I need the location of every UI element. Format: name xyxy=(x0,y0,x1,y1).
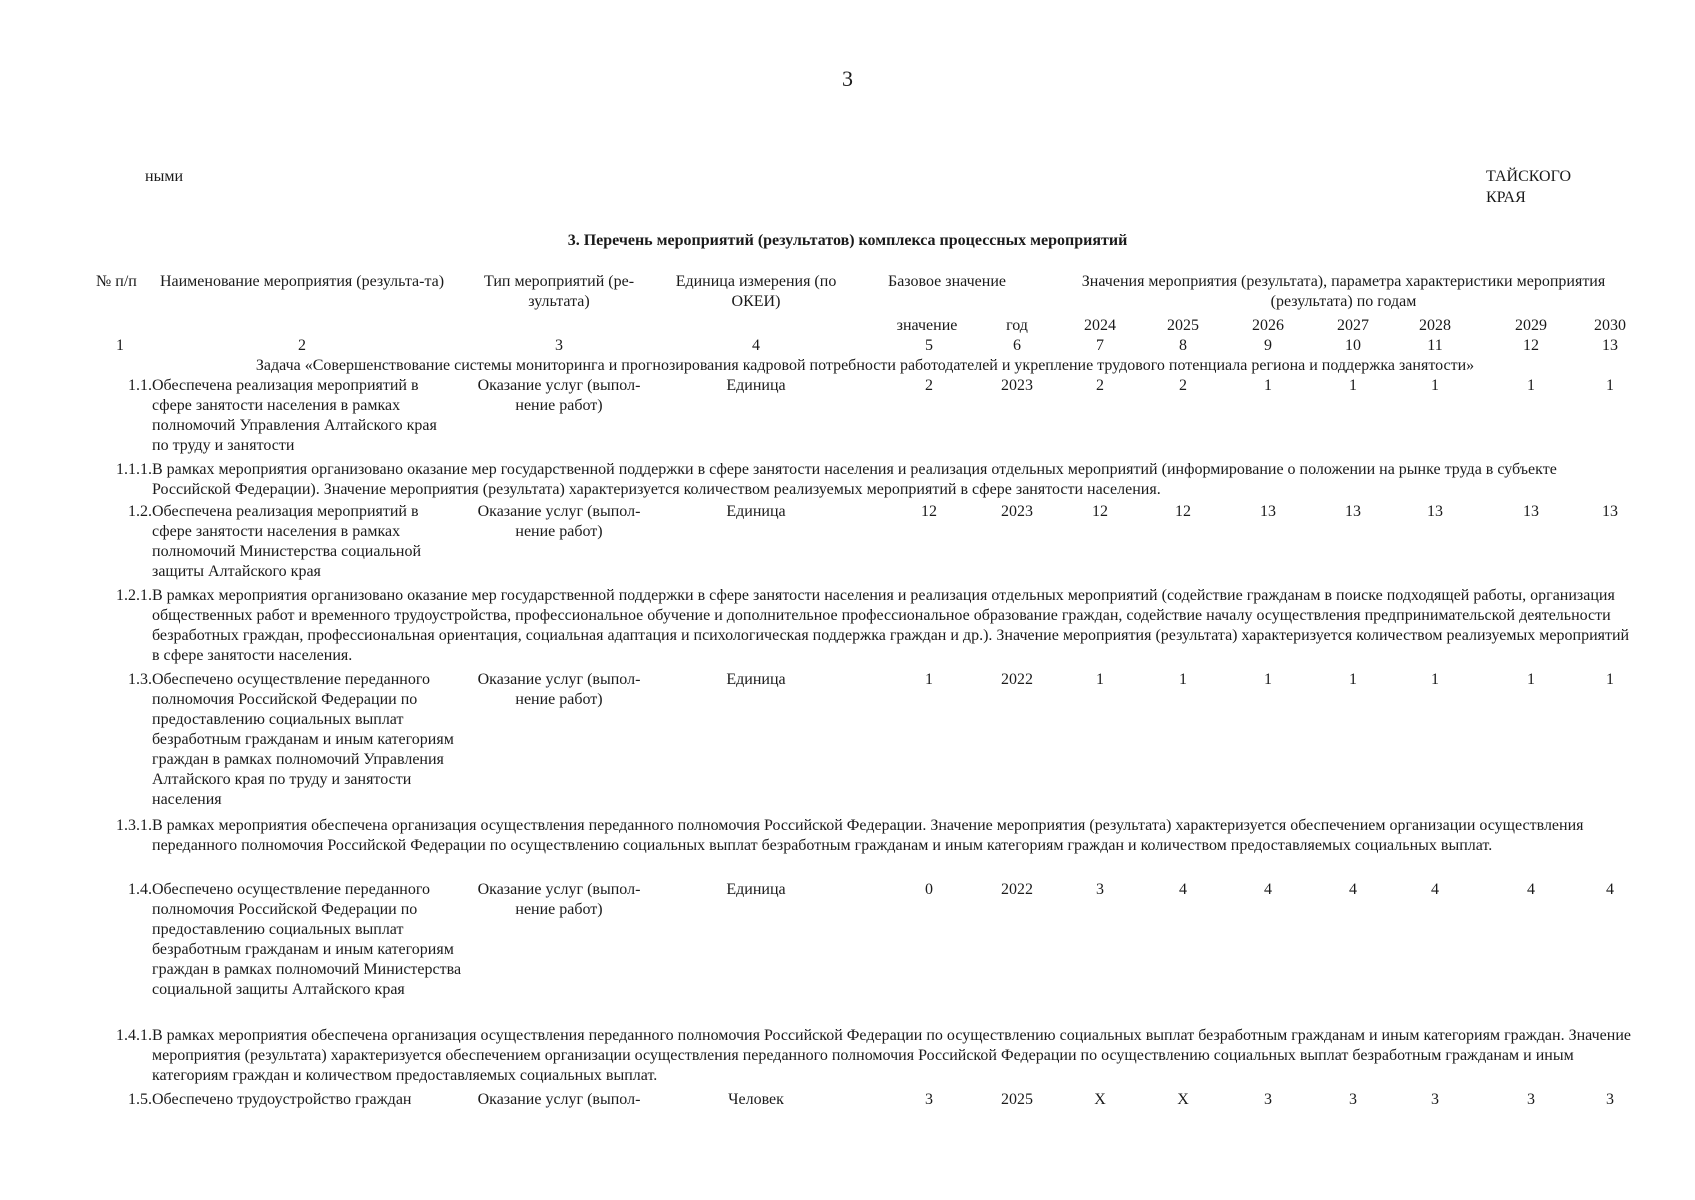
row-1-1-name: Обеспечена реализация мероприятий в сфере занятости населения в рамках полномочий Управления Алтайского края по труду и занятости xyxy=(152,377,437,454)
row-1-4-base-value: 0 xyxy=(925,881,933,898)
row-1-3-num: 1.3. xyxy=(128,671,152,688)
row-1-4-name: Обеспечено осуществление переданного полномочия Российской Федерации по предоставлению социальных выплат безработным гражданам и иным категориям граждан в рамках полномочий Министерства социальной защиты Алтайского края xyxy=(152,881,462,998)
row-1-1-v2029: 1 xyxy=(1527,377,1535,394)
row-1-4-base-year: 2022 xyxy=(1001,881,1033,898)
row-1-1-base-year: 2023 xyxy=(1001,377,1033,394)
row-1-1-v2024: 2 xyxy=(1096,377,1104,394)
task-heading: Задача «Совершенствование системы мониторинга и прогнозирования кадровой потребности работодателей и укрепление трудового потенциала региона и поддержка занятости» xyxy=(255,357,1475,374)
carryover-text-left: ными xyxy=(145,168,183,185)
carryover-text-right xyxy=(1486,166,1571,208)
colnum-2: 2 xyxy=(298,337,306,354)
colnum-4: 4 xyxy=(752,337,760,354)
row-1-4-num: 1.4. xyxy=(128,881,152,898)
colnum-13: 13 xyxy=(1602,337,1618,354)
row-1-4-v2024: 3 xyxy=(1096,881,1104,898)
desc-1-1-1-text: В рамках мероприятия организовано оказание мер государственной поддержки в сфере занятости населения и реализация отдельных мероприятий (информирование о положении на рынке труда в субъекте Российской Федерации). Значение мероприятия (результата) характеризуется количеством реализуемых мероприятий в сфере занятости населения. xyxy=(152,461,1557,498)
desc-1-2-1-num: 1.2.1. xyxy=(116,587,152,604)
row-1-4-v2028: 4 xyxy=(1431,881,1439,898)
colnum-6: 6 xyxy=(1013,337,1021,354)
header-year-2024: 2024 xyxy=(1084,317,1116,334)
row-1-5-unit: Человек xyxy=(728,1091,784,1108)
header-year-2025: 2025 xyxy=(1167,317,1199,334)
page-number: 3 xyxy=(842,66,853,91)
header-year-2028: 2028 xyxy=(1419,317,1451,334)
header-name: Наименование мероприятия (результа-та) xyxy=(159,273,445,290)
row-1-5-v2029: 3 xyxy=(1527,1091,1535,1108)
row-1-1-v2026: 1 xyxy=(1264,377,1272,394)
row-1-2-unit: Единица xyxy=(726,503,786,520)
header-type: Тип мероприятий (ре-зультата) xyxy=(483,273,635,310)
header-year-2026: 2026 xyxy=(1252,317,1284,334)
colnum-1: 1 xyxy=(116,337,124,354)
row-1-4-v2030: 4 xyxy=(1606,881,1614,898)
row-1-2-v2025: 12 xyxy=(1175,503,1191,520)
desc-1-2-1-text: В рамках мероприятия организовано оказание мер государственной поддержки в сфере занятости населения и реализация отдельных мероприятий (содействие гражданам в поиске подходящей работы, организация общественных работ и временного трудоустройства, профессиональное обучение и дополнительное профессиональное образование граждан, содействие началу осуществления предпринимательской деятельности безработных граждан, профессиональная ориентация, социальная адаптация и психологическая поддержка граждан и др.). Значение мероприятия (результата) характеризуется количеством реализуемых мероприятий в сфере занятости населения. xyxy=(152,587,1630,664)
row-1-3-v2026: 1 xyxy=(1264,671,1272,688)
row-1-3-v2025: 1 xyxy=(1179,671,1187,688)
row-1-5-base-year: 2025 xyxy=(1001,1091,1033,1108)
header-base-value: значение xyxy=(896,317,958,334)
row-1-5-base-value: 3 xyxy=(925,1091,933,1108)
colnum-11: 11 xyxy=(1427,337,1443,354)
row-1-1-unit: Единица xyxy=(726,377,786,394)
row-1-5-v2024: Х xyxy=(1094,1091,1106,1108)
row-1-1-v2030: 1 xyxy=(1606,377,1614,394)
row-1-5-name: Обеспечено трудоустройство граждан xyxy=(152,1091,412,1108)
colnum-10: 10 xyxy=(1345,337,1361,354)
colnum-8: 8 xyxy=(1179,337,1187,354)
colnum-12: 12 xyxy=(1523,337,1539,354)
row-1-4-v2026: 4 xyxy=(1264,881,1272,898)
row-1-1-v2025: 2 xyxy=(1179,377,1187,394)
row-1-3-v2030: 1 xyxy=(1606,671,1614,688)
row-1-2-v2028: 13 xyxy=(1427,503,1443,520)
row-1-3-v2024: 1 xyxy=(1096,671,1104,688)
row-1-3-v2029: 1 xyxy=(1527,671,1535,688)
desc-1-4-1-text: В рамках мероприятия обеспечена организация осуществления переданного полномочия Российской Федерации по осуществлению социальных выплат безработным гражданам и иным категориям граждан. Значение мероприятия (результата) характеризуется обеспечением организации осуществления переданного полномочия Российской Федерации по осуществлению социальных выплат безработным гражданам и иным категориям граждан и количеством предоставляемых социальных выплат. xyxy=(152,1027,1631,1084)
row-1-3-v2027: 1 xyxy=(1349,671,1357,688)
header-num: № п/п xyxy=(96,273,137,290)
colnum-3: 3 xyxy=(555,337,563,354)
header-unit: Единица измерения (по ОКЕИ) xyxy=(675,273,837,310)
row-1-2-type: Оказание услуг (выпол-нение работ) xyxy=(477,503,641,540)
row-1-3-base-value: 1 xyxy=(925,671,933,688)
row-1-5-v2026: 3 xyxy=(1264,1091,1272,1108)
row-1-1-type: Оказание услуг (выпол-нение работ) xyxy=(477,377,641,414)
row-1-2-base-value: 12 xyxy=(921,503,937,520)
row-1-5-v2030: 3 xyxy=(1606,1091,1614,1108)
row-1-2-v2024: 12 xyxy=(1092,503,1108,520)
row-1-1-base-value: 2 xyxy=(925,377,933,394)
row-1-3-v2028: 1 xyxy=(1431,671,1439,688)
row-1-2-name: Обеспечена реализация мероприятий в сфере занятости населения в рамках полномочий Министерства социальной защиты Алтайского края xyxy=(152,503,421,580)
row-1-2-v2027: 13 xyxy=(1345,503,1361,520)
header-year-2030: 2030 xyxy=(1594,317,1626,334)
activities-table xyxy=(96,268,1634,1134)
row-1-5-v2027: 3 xyxy=(1349,1091,1357,1108)
row-1-4-v2027: 4 xyxy=(1349,881,1357,898)
colnum-9: 9 xyxy=(1264,337,1272,354)
row-1-4-unit: Единица xyxy=(726,881,786,898)
row-1-3-name: Обеспечено осуществление переданного полномочия Российской Федерации по предоставлению социальных выплат безработным гражданам и иным категориям граждан в рамках полномочий Управления Алтайского края по труду и занятости населения xyxy=(152,671,454,808)
row-1-5-type: Оказание услуг (выпол- xyxy=(477,1091,641,1108)
header-year-2027: 2027 xyxy=(1337,317,1369,334)
row-1-4-v2025: 4 xyxy=(1179,881,1187,898)
row-1-1-v2028: 1 xyxy=(1431,377,1439,394)
row-1-3-type: Оказание услуг (выпол-нение работ) xyxy=(477,671,641,708)
row-1-1-v2027: 1 xyxy=(1349,377,1357,394)
row-1-2-v2026: 13 xyxy=(1260,503,1276,520)
desc-1-4-1-num: 1.4.1. xyxy=(116,1027,152,1044)
row-1-5-num: 1.5. xyxy=(128,1091,152,1108)
row-1-2-v2029: 13 xyxy=(1523,503,1539,520)
colnum-7: 7 xyxy=(1096,337,1104,354)
header-base: Базовое значение xyxy=(888,273,1006,290)
desc-1-3-1-text: В рамках мероприятия обеспечена организация осуществления переданного полномочия Российской Федерации. Значение мероприятия (результата) характеризуется обеспечением организации осуществления переданного полномочия Российской Федерации по осуществлению социальных выплат безработным гражданам и иным категориям граждан и количеством предоставляемых социальных выплат. xyxy=(152,817,1584,854)
row-1-1-num: 1.1. xyxy=(128,377,152,394)
header-year-2029: 2029 xyxy=(1515,317,1547,334)
desc-1-3-1-num: 1.3.1. xyxy=(116,817,152,834)
carryover-right-line1: ТАЙСКОГО xyxy=(1486,168,1571,185)
row-1-4-v2029: 4 xyxy=(1527,881,1535,898)
row-1-4-type: Оказание услуг (выпол-нение работ) xyxy=(477,881,641,918)
desc-1-1-1-num: 1.1.1. xyxy=(116,461,152,478)
header-base-year: год xyxy=(1006,317,1028,334)
section-title: 3. Перечень мероприятий (результатов) комплекса процессных мероприятий xyxy=(567,232,1128,249)
row-1-2-v2030: 13 xyxy=(1602,503,1618,520)
row-1-5-v2028: 3 xyxy=(1431,1091,1439,1108)
header-values: Значения мероприятия (результата), параметра характеристики мероприятия (результата) по годам xyxy=(1081,273,1606,310)
row-1-3-base-year: 2022 xyxy=(1001,671,1033,688)
row-1-5-v2025: Х xyxy=(1177,1091,1189,1108)
row-1-2-base-year: 2023 xyxy=(1001,503,1033,520)
colnum-5: 5 xyxy=(925,337,933,354)
row-1-2-num: 1.2. xyxy=(128,503,152,520)
row-1-3-unit: Единица xyxy=(726,671,786,688)
carryover-right-line2: КРАЯ xyxy=(1486,189,1526,206)
